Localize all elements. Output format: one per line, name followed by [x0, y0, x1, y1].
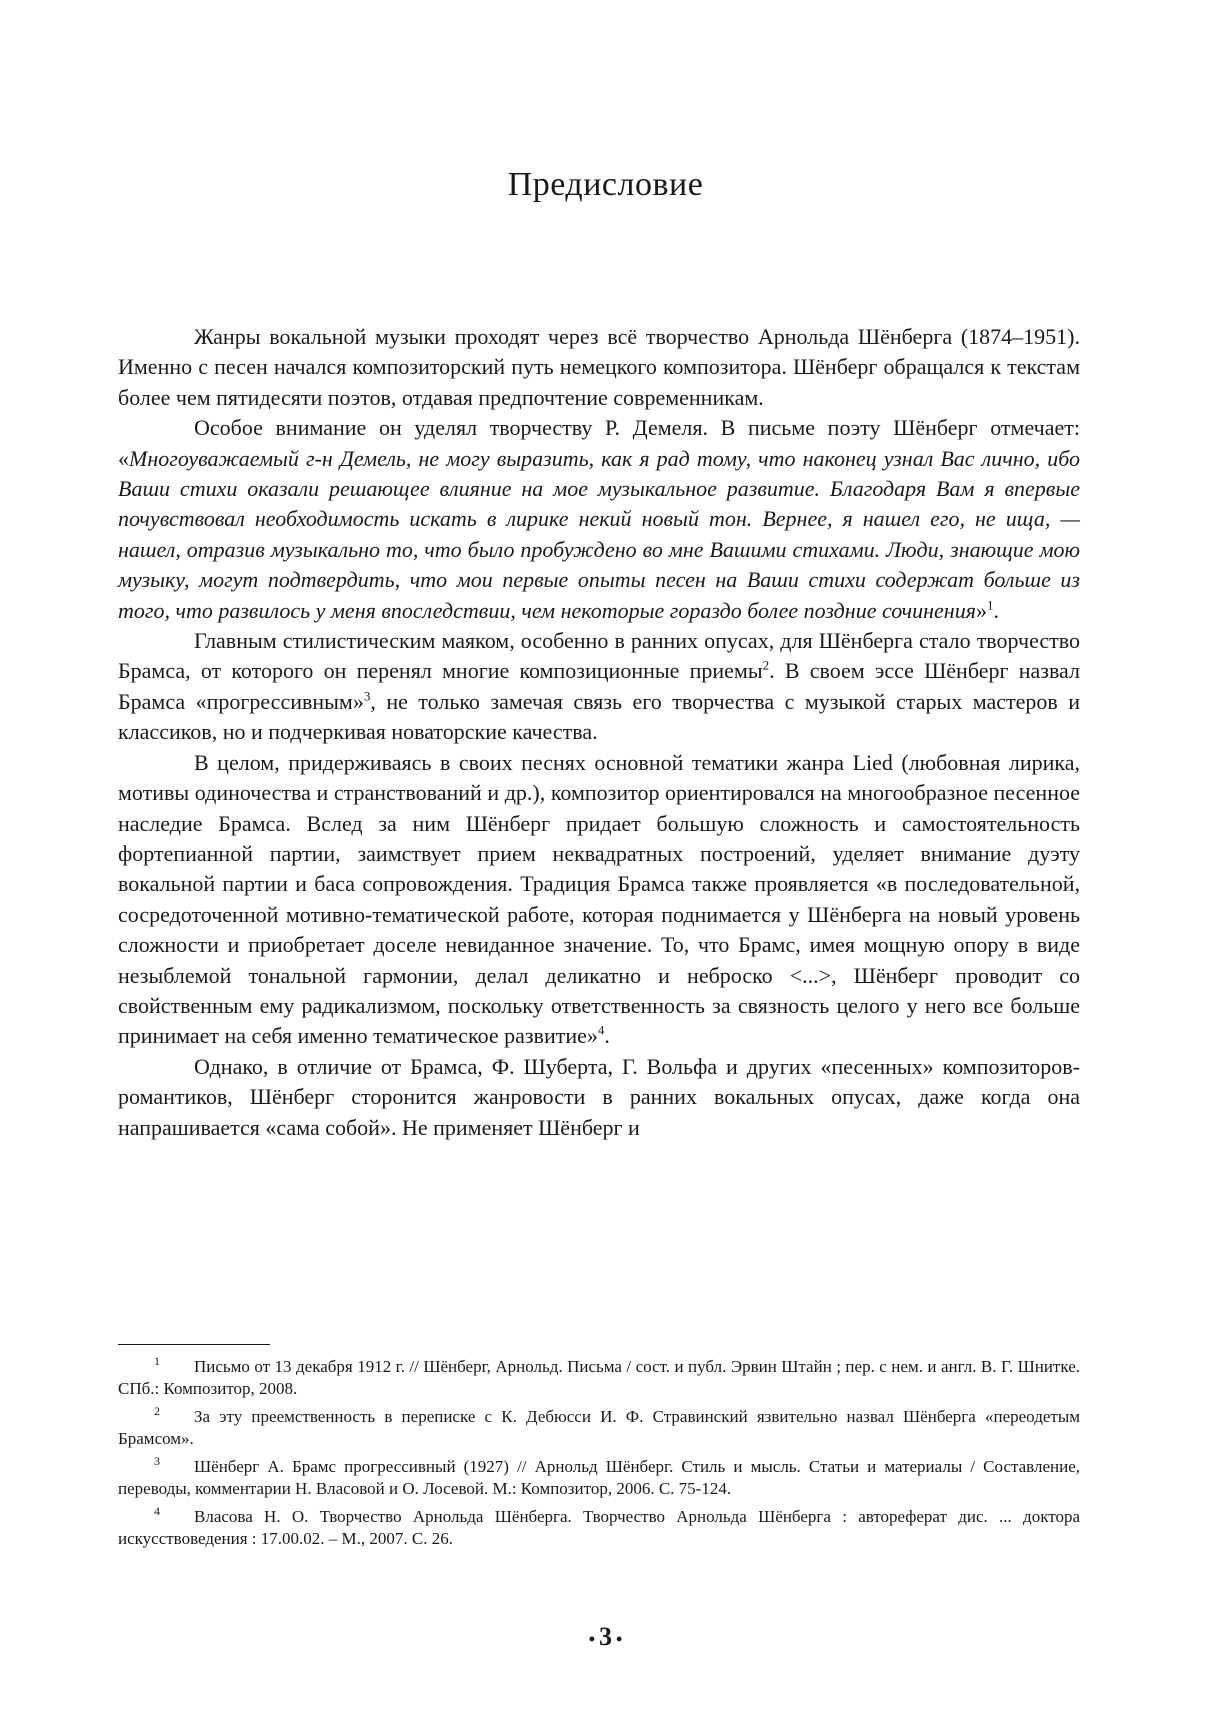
bullet-left-icon: • — [588, 1628, 595, 1649]
paragraph-2-lead: Особое внимание он уделял творчеству Р. Демеля. В письме поэту Шёнберг отмечает: « — [118, 415, 1080, 471]
paragraph-5-text: Однако, в отличие от Брамса, Ф. Шуберта, Г. Вольфа и других «песенных» композиторов-романтиков, Шёнберг сторонится жанровости в ранних вокальных опусах, даже когда она напрашивается «сама собой». Не применяет Шёнберг и — [118, 1053, 1080, 1140]
page-title: Предисловие — [507, 166, 704, 203]
footnote-divider — [118, 1344, 270, 1345]
paragraph-3 — [118, 626, 1080, 748]
paragraph-1-text: Жанры вокальной музыки проходят через всё творчество Арнольда Шёнберга (1874–1951). Именно с песен начался композиторский путь немецкого композитора. Шёнберг обращался к текстам более чем пятидесяти поэтов, отдавая предпочтение современникам. — [118, 324, 1080, 410]
footnote-2-text: За эту преемственность в переписке с К. Дебюсси И. Ф. Стравинский язвительно назвал Шёнберга «переодетым Брамсом». — [118, 1407, 1080, 1448]
paragraph-3-part-c: , не только замечая связь его творчества с музыкой старых мастеров и классиков, но и подчеркивая новаторские качества. — [118, 688, 1080, 745]
paragraph-2-tail: » — [975, 597, 987, 623]
footnote-2: 2 За эту преемственность в переписке с К. Дебюсси И. Ф. Стравинский язвительно назвал Шёнберга «переодетым Брамсом». — [118, 1404, 1080, 1448]
footnotes — [118, 1356, 1080, 1556]
paragraph-4-text: В целом, придерживаясь в своих песнях основной тематики жанра Lied (любовная лирика, мотивы одиночества и странствований и др.), композитор ориентировался на многообразное песенное наследие Брамса. Вслед за ним Шёнберг придает большую сложность и самостоятельность фортепианной партии, заимствует прием неквадратных построений, уделяет внимание дуэту вокальной партии и баса сопровождения. Традиция Брамса также проявляется «в последовательной, сосредоточенной мотивно-тематической работе, которая поднимается у Шёнберга на новый уровень сложности и приобретает доселе невиданное значение. То, что Брамс, имея мощную опору в виде незыблемой тональной гармонии, делал деликатно и неброско <...>, Шёнберг проводит со свойственным ему радикализмом, поскольку ответственность за связность целого у него все больше принимает на себя именно тематическое развитие» — [118, 749, 1080, 1049]
paragraph-3-part-b: . В своем эссе Шёнберг назвал Брамса «прогрессивным» — [118, 658, 1080, 714]
paragraph-5 — [118, 1052, 1080, 1143]
page-number — [0, 1622, 1211, 1652]
footnote-4: 4 Власова Н. О. Творчество Арнольда Шёнберга. Творчество Арнольда Шёнберга : автореферат дис. ... доктора искусствоведения : 17.00.02. – М., 2007. С. 26. — [118, 1504, 1080, 1548]
footnote-1-text: Письмо от 13 декабря 1912 г. // Шёнберг, Арнольд. Письма / сост. и публ. Эрвин Штайн ; пер. с нем. и англ. В. Г. Шнитке. СПб.: Композитор, 2008. — [118, 1357, 1080, 1398]
page-number-value: 3 — [599, 1622, 612, 1651]
footnote-1: 1 Письмо от 13 декабря 1912 г. // Шёнберг, Арнольд. Письма / сост. и публ. Эрвин Штайн ; пер. с нем. и англ. В. Г. Шнитке. СПб.: Композитор, 2008. — [118, 1354, 1080, 1398]
footnote-mark-2[interactable]: 2 — [762, 658, 770, 674]
dehmel-quote: Многоуважаемый г-н Демель, не могу выразить, как я рад тому, что наконец узнал Вас лично, ибо Ваши стихи оказали решающее влияние на мое музыкальное развитие. Благодаря Вам я впервые почувствовал необходимость искать в лирике некий новый тон. Вернее, я нашел его, не ища, — нашел, отразив музыкально то, что было пробуждено во мне Вашими стихами. Люди, знающие мою музыку, могут подтвердить, что мои первые опыты песен на Ваши стихи содержат больше из того, что развилось у меня впоследствии, чем некоторые гораздо более поздние сочинения — [118, 445, 1080, 623]
paragraph-2: Особое внимание он уделял творчеству Р. Демеля. В письме поэту Шёнберг отмечает: «Многоуважаемый г-н Демель, не могу выразить, как я рад тому, что наконец узнал Вас лично, ибо Ваши стихи оказали решающее влияние на мое музыкальное развитие. Благодаря Вам я впервые почувствовал необходимость искать в лирике некий новый тон. Вернее, я нашел его, не ища, — нашел, отразив музыкально то, что было пробуждено во мне Вашими стихами. Люди, знающие мою музыку, могут подтвердить, что мои первые опыты песен на Ваши стихи содержат больше из того, что развилось у меня впоследствии, чем некоторые гораздо более поздние сочинения»$^1$. — [118, 415, 1080, 623]
bullet-right-icon: • — [616, 1628, 623, 1649]
paragraph-3-part-a: Главным стилистическим маяком, особенно в ранних опусах, для Шёнберга стало творчество Брамса, от которого он перенял многие композиционные приемы — [118, 628, 1080, 684]
footnote-3-text: Шёнберг А. Брамс прогрессивный (1927) // Арнольд Шёнберг. Стиль и мысль. Статьи и материалы / Составление, переводы, комментарии Н. Власовой и О. Лосевой. М.: Композитор, 2006. С. 75-124. — [118, 1457, 1080, 1498]
footnote-mark-4[interactable]: 4 — [597, 1023, 605, 1039]
footnote-mark-3[interactable]: 3 — [363, 688, 371, 704]
footnote-mark-1[interactable]: 1 — [986, 597, 994, 613]
main-text — [118, 322, 1080, 1143]
footnote-3: 3 Шёнберг А. Брамс прогрессивный (1927) // Арнольд Шёнберг. Стиль и мысль. Статьи и материалы / Составление, переводы, комментарии Н. Власовой и О. Лосевой. М.: Композитор, 2006. С. 75-124. — [118, 1454, 1080, 1498]
footnote-4-text: Власова Н. О. Творчество Арнольда Шёнберга. Творчество Арнольда Шёнберга : автореферат дис. ... доктора искусствоведения : 17.00.02. – М., 2007. С. 26. — [118, 1507, 1080, 1548]
paragraph-1 — [118, 322, 1080, 413]
paragraph-4: В целом, придерживаясь в своих песнях основной тематики жанра Lied (любовная лирика, мотивы одиночества и странствований и др.), композитор ориентировался на многообразное песенное наследие Брамса. Вслед за ним Шёнберг придает большую сложность и самостоятельность фортепианной партии, заимствует прием неквадратных построений, уделяет внимание дуэту вокальной партии и баса сопровождения. Традиция Брамса также проявляется «в последовательной, сосредоточенной мотивно-тематической работе, которая поднимается у Шёнберга на новый уровень сложности и приобретает доселе невиданное значение. То, что Брамс, имея мощную опору в виде незыблемой тональной гармонии, делал деликатно и неброско <...>, Шёнберг проводит со свойственным ему радикализмом, поскольку ответственность за связность целого у него все больше принимает на себя именно тематическое развитие»$^4$. — [118, 749, 1080, 1049]
